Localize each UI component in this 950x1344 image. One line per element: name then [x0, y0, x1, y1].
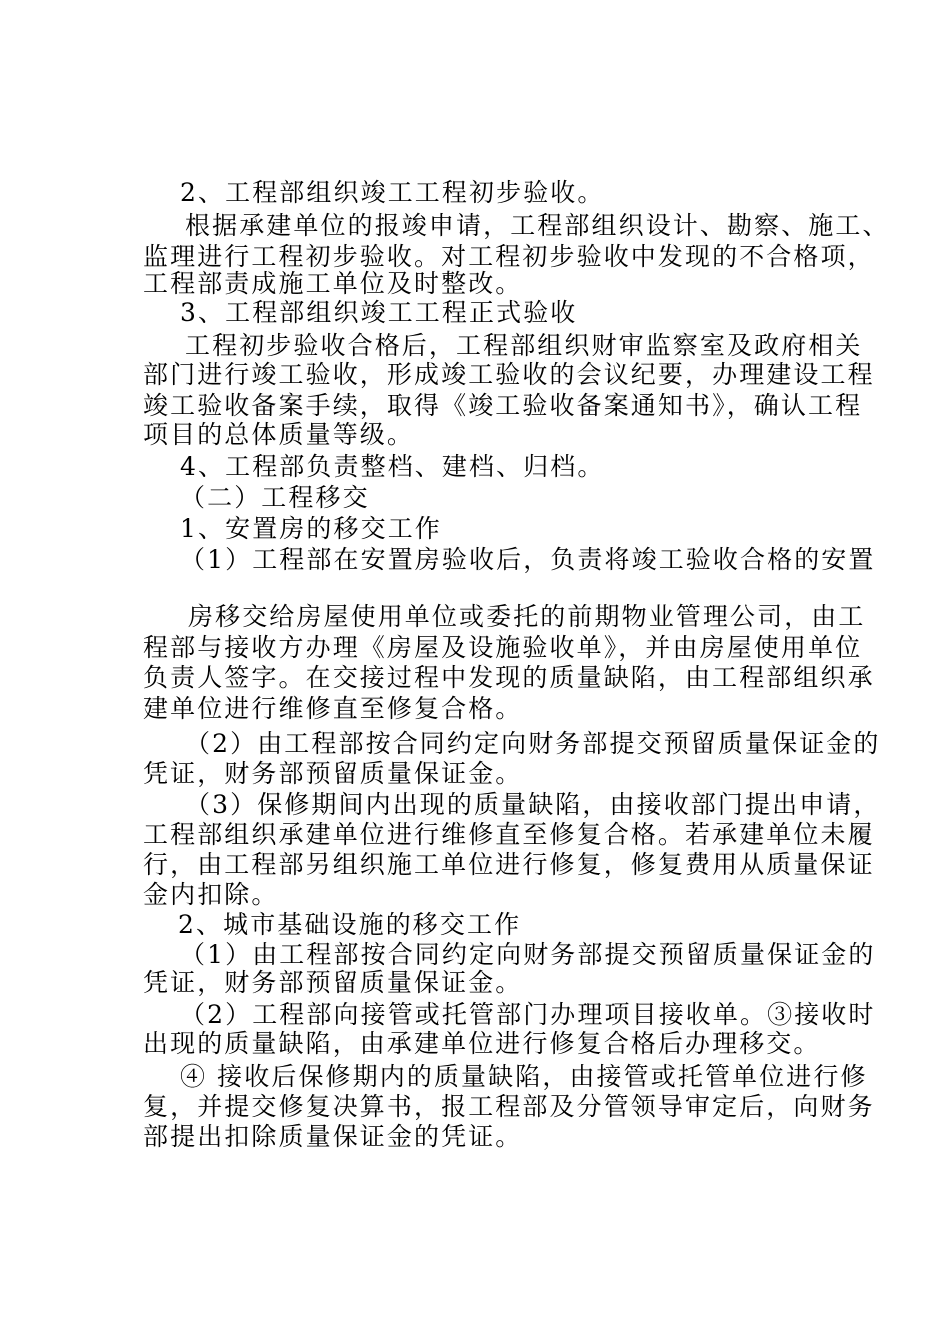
- section-heading: （二）工程移交: [180, 483, 370, 512]
- paragraph-line: （2）由工程部按合同约定向财务部提交预留质量保证金的: [185, 729, 881, 758]
- paragraph-line: 项目的总体质量等级。: [143, 420, 415, 449]
- section-heading: 2、工程部组织竣工工程初步验收。: [180, 178, 605, 207]
- paragraph-line: 竣工验收备案手续，取得《竣工验收备案通知书》，确认工程: [143, 391, 863, 420]
- paragraph-line: 凭证，财务部预留质量保证金。: [143, 759, 523, 788]
- paragraph-line: （2）工程部向接管或托管部门办理项目接收单。③接收时: [180, 1000, 876, 1029]
- paragraph-line: 复，并提交修复决算书，报工程部及分管领导审定后，向财务: [143, 1092, 875, 1121]
- paragraph-line: ④ 接收后保修期内的质量缺陷，由接管或托管单位进行修: [180, 1062, 868, 1091]
- paragraph-line: 部提出扣除质量保证金的凭证。: [143, 1122, 523, 1151]
- paragraph-line: 程部与接收方办理《房屋及设施验收单》，并由房屋使用单位: [143, 633, 863, 662]
- paragraph-line: 根据承建单位的报竣申请，工程部组织设计、勘察、施工、: [185, 211, 890, 240]
- paragraph-line: （1）工程部在安置房验收后，负责将竣工验收合格的安置: [180, 545, 876, 574]
- section-heading: 4、工程部负责整档、建档、归档。: [180, 452, 605, 481]
- paragraph-line: 金内扣除。: [143, 880, 279, 909]
- paragraph-line: 工程初步验收合格后，工程部组织财审监察室及政府相关: [185, 331, 863, 360]
- paragraph-line: 监理进行工程初步验收。对工程初步验收中发现的不合格项，: [143, 242, 875, 271]
- paragraph-line: 工程部责成施工单位及时整改。: [143, 269, 523, 298]
- paragraph-line: 凭证，财务部预留质量保证金。: [143, 968, 523, 997]
- paragraph-line: 建单位进行维修直至修复合格。: [143, 694, 523, 723]
- paragraph-line: 工程部组织承建单位进行维修直至修复合格。若承建单位未履: [143, 820, 875, 849]
- section-heading: 2、城市基础设施的移交工作: [178, 910, 522, 939]
- paragraph-line: 部门进行竣工验收，形成竣工验收的会议纪要，办理建设工程: [143, 360, 875, 389]
- paragraph-line: （3）保修期间内出现的质量缺陷，由接收部门提出申请，: [185, 790, 881, 819]
- paragraph-line: 出现的质量缺陷，由承建单位进行修复合格后办理移交。: [143, 1029, 821, 1058]
- paragraph-line: 负责人签字。在交接过程中发现的质量缺陷，由工程部组织承: [143, 663, 875, 692]
- paragraph-line: 房移交给房屋使用单位或委托的前期物业管理公司，由工: [188, 602, 866, 631]
- section-heading: 1、安置房的移交工作: [180, 514, 442, 543]
- section-heading: 3、工程部组织竣工工程正式验收: [180, 298, 578, 327]
- paragraph-line: （1）由工程部按合同约定向财务部提交预留质量保证金的: [180, 940, 876, 969]
- paragraph-line: 行，由工程部另组织施工单位进行修复，修复费用从质量保证: [143, 850, 875, 879]
